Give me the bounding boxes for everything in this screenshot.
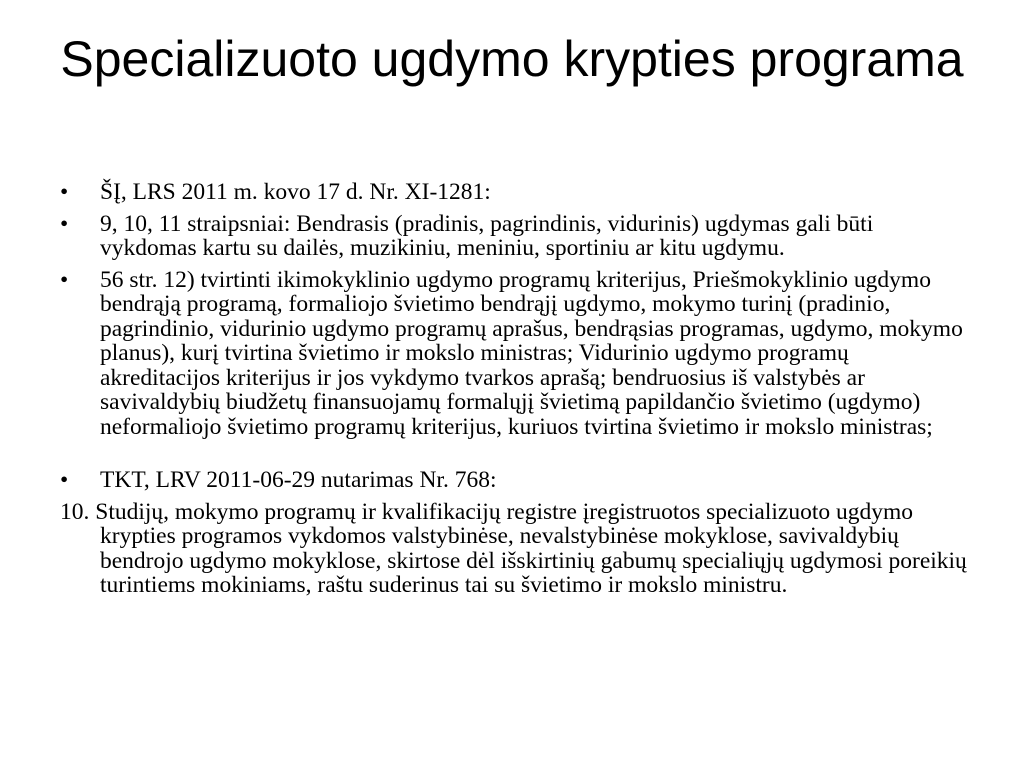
bullet-text: 9, 10, 11 straipsniai: Bendrasis (pradinis, pagrindinis, vidurinis) ugdymas gali būti vykdomas kartu su dailės, muzikiniu, meniniu, sportiniu ar kitu ugdymu.: [100, 210, 874, 261]
slide-body: [60, 180, 970, 598]
bullet-dot: •: [60, 467, 69, 493]
bullet-dot: •: [60, 179, 69, 205]
bullet-text: ŠĮ, LRS 2011 m. kovo 17 d. Nr. XI-1281:: [100, 179, 491, 205]
spacer: [60, 446, 970, 468]
bullet-text: 56 str. 12) tvirtinti ikimokyklinio ugdymo programų kriterijus, Priešmokyklinio ugdymo bendrąją programą, formaliojo švietimo bendrąjį ugdymo, mokymo turinį (pradinio, pagrindinio, vidurinio ugdymo programų aprašus, bendrąsias programas, ugdymo, mokymo planus), kurį tvirtina švietimo ir mokslo ministras; Vidurinio ugdymo programų akreditacijos kriterijus ir jos vykdymo tvarkos aprašą; bendruosius iš valstybės ar savivaldybių biudžetų finansuojamų formalųjį švietimą papildančio švietimo (ugdymo) neformaliojo švietimo programų kriterijus, kuriuos tvirtina švietimo ir mokslo ministras;: [100, 266, 963, 440]
body-paragraph: 10. Studijų, mokymo programų ir kvalifikacijų registre įregistruotos specializuoto ugdymo krypties programos vykdomos valstybinėse, nevalstybinėse mokyklose, savivaldybių bendrojo ugdymo mokyklose, skirtose dėl išskirtinių gabumų specialiųjų ugdymosi poreikių turintiems mokiniams, raštu suderinus tai su švietimo ir mokslo ministru.: [60, 498, 967, 598]
bullet-dot: •: [60, 210, 69, 237]
bullet-item: [60, 180, 970, 205]
bullet-text: TKT, LRV 2011-06-29 nutarimas Nr. 768:: [100, 467, 497, 493]
bullet-item: [60, 268, 970, 440]
slide-title: Specializuoto ugdymo krypties programa: [60, 31, 964, 87]
bullet-item: [60, 468, 970, 493]
bullet-item: [60, 212, 970, 261]
bullet-dot: •: [60, 266, 69, 293]
